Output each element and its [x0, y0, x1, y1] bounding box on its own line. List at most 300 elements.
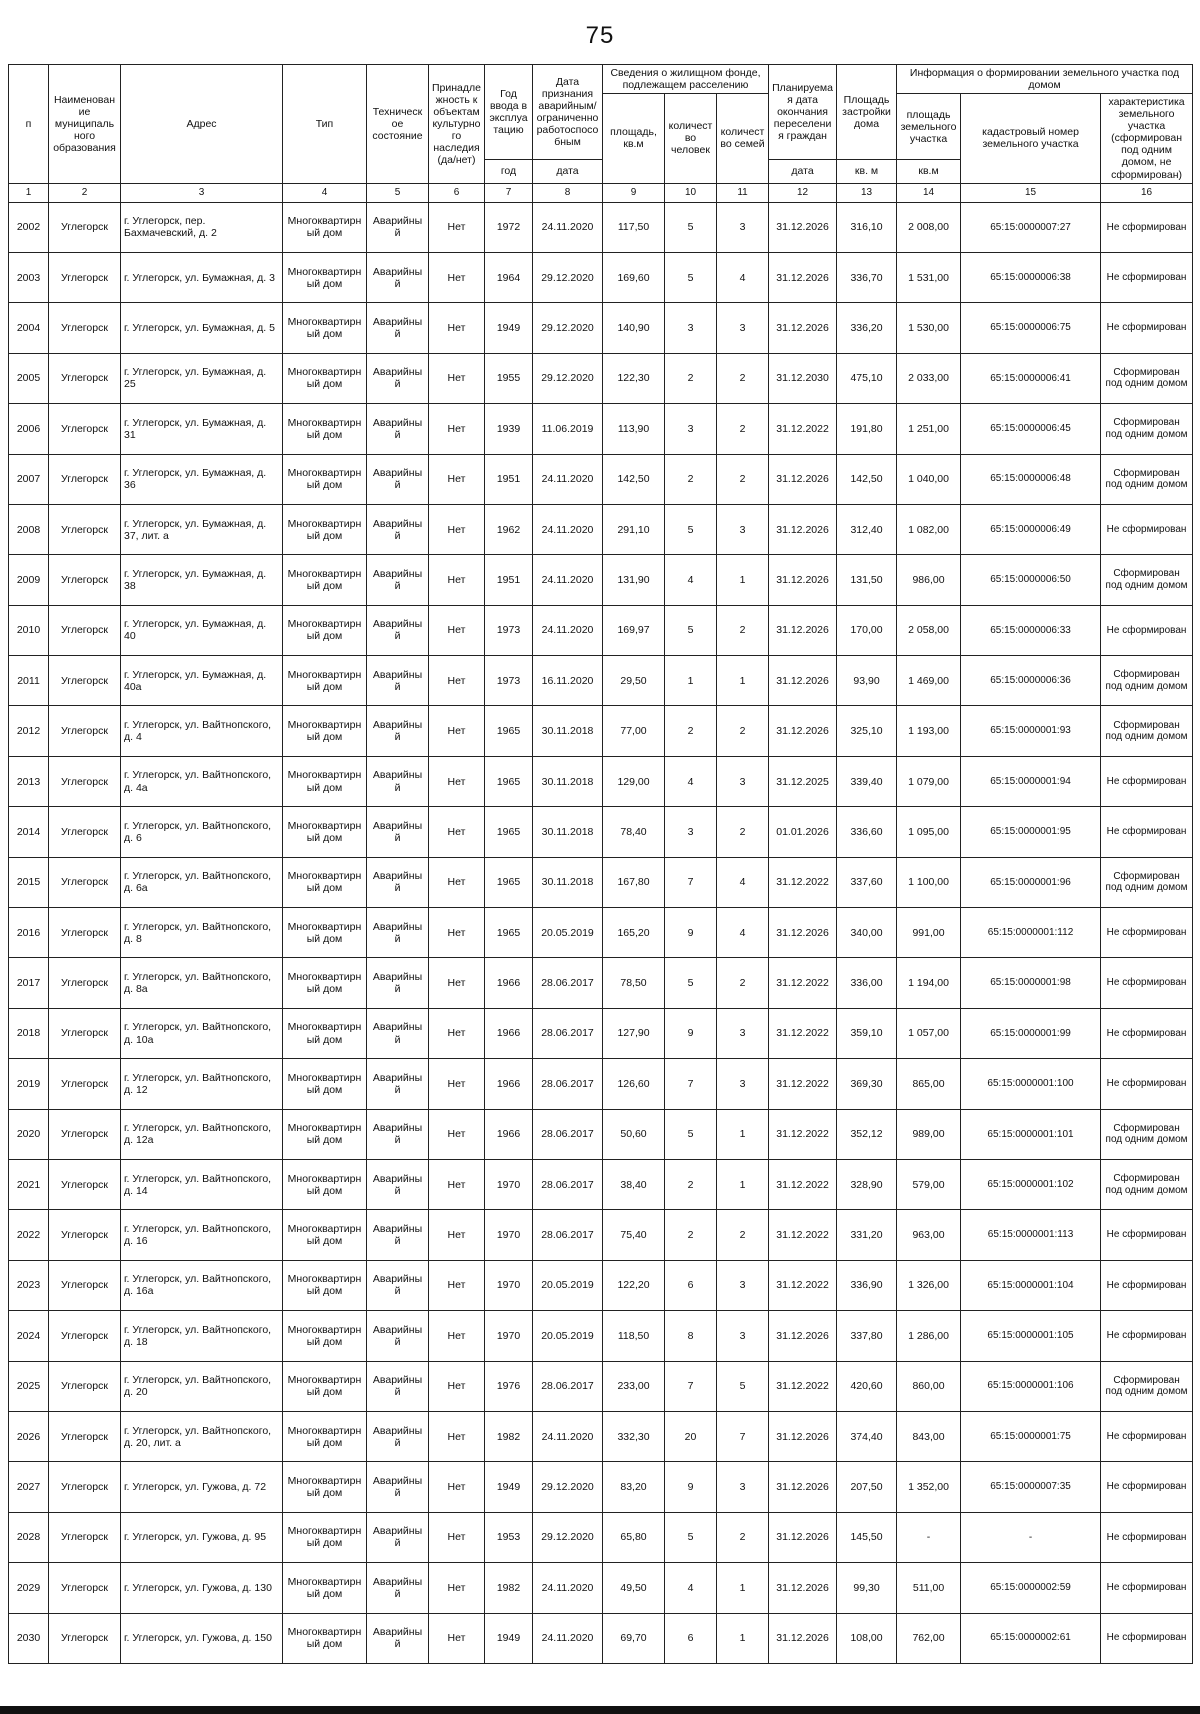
recognition-date: 24.11.2020 [533, 605, 603, 655]
cadastral-number: 65:15:0000001:104 [961, 1260, 1101, 1310]
people-count: 7 [665, 1361, 717, 1411]
families-count: 1 [717, 1109, 769, 1159]
house-footprint-area: 339,40 [837, 756, 897, 806]
families-count: 3 [717, 303, 769, 353]
address: г. Углегорск, ул. Бумажная, д. 40а [121, 656, 283, 706]
house-footprint-area: 352,12 [837, 1109, 897, 1159]
technical-condition: Аварийный [367, 1563, 429, 1613]
address: г. Углегорск, ул. Бумажная, д. 36 [121, 454, 283, 504]
plot-status: Не сформирован [1101, 1411, 1193, 1461]
planned-date: 31.12.2022 [769, 1059, 837, 1109]
header-families: количество семей [717, 94, 769, 183]
municipality: Углегорск [49, 1462, 121, 1512]
municipality: Углегорск [49, 1008, 121, 1058]
planned-date: 31.12.2026 [769, 1311, 837, 1361]
house-footprint-area: 331,20 [837, 1210, 897, 1260]
housing-area: 49,50 [603, 1563, 665, 1613]
people-count: 2 [665, 706, 717, 756]
plot-area: 1 057,00 [897, 1008, 961, 1058]
plot-status: Не сформирован [1101, 252, 1193, 302]
recognition-date: 24.11.2020 [533, 504, 603, 554]
heritage-flag: Нет [429, 756, 485, 806]
recognition-date: 28.06.2017 [533, 1109, 603, 1159]
cadastral-number: 65:15:0000001:106 [961, 1361, 1101, 1411]
recognition-date: 24.11.2020 [533, 454, 603, 504]
planned-date: 31.12.2026 [769, 504, 837, 554]
cadastral-number: 65:15:0000006:38 [961, 252, 1101, 302]
housing-area: 126,60 [603, 1059, 665, 1109]
people-count: 3 [665, 303, 717, 353]
cadastral-number: 65:15:0000006:33 [961, 605, 1101, 655]
heritage-flag: Нет [429, 857, 485, 907]
plot-status: Не сформирован [1101, 756, 1193, 806]
table-row [9, 1210, 1193, 1260]
technical-condition: Аварийный [367, 404, 429, 454]
house-footprint-area: 99,30 [837, 1563, 897, 1613]
plot-area: 1 531,00 [897, 252, 961, 302]
scan-edge-rule [0, 1706, 1200, 1714]
plot-status: Сформирован под одним домом [1101, 404, 1193, 454]
address: г. Углегорск, ул. Бумажная, д. 3 [121, 252, 283, 302]
address: г. Углегорск, ул. Бумажная, д. 38 [121, 555, 283, 605]
address: г. Углегорск, ул. Вайтнопского, д. 14 [121, 1159, 283, 1209]
technical-condition: Аварийный [367, 958, 429, 1008]
plot-status: Не сформирован [1101, 807, 1193, 857]
technical-condition: Аварийный [367, 1109, 429, 1159]
header-year-group: Год ввода в эксплуатацию [485, 65, 533, 160]
commissioning-year: 1966 [485, 1008, 533, 1058]
building-type: Многоквартирный дом [283, 1361, 367, 1411]
plot-area: 762,00 [897, 1613, 961, 1663]
housing-area: 165,20 [603, 908, 665, 958]
commissioning-year: 1964 [485, 252, 533, 302]
column-number: 14 [897, 183, 961, 202]
cadastral-number: 65:15:0000001:98 [961, 958, 1101, 1008]
header-plot-area-group: площадь земельного участка [897, 94, 961, 160]
recognition-date: 30.11.2018 [533, 706, 603, 756]
families-count: 3 [717, 1462, 769, 1512]
building-type: Многоквартирный дом [283, 1512, 367, 1562]
families-count: 3 [717, 504, 769, 554]
building-type: Многоквартирный дом [283, 605, 367, 655]
address: г. Углегорск, ул. Гужова, д. 150 [121, 1613, 283, 1663]
cadastral-number: 65:15:0000006:48 [961, 454, 1101, 504]
house-footprint-area: 93,90 [837, 656, 897, 706]
technical-condition: Аварийный [367, 1512, 429, 1562]
housing-area: 65,80 [603, 1512, 665, 1562]
cadastral-number: 65:15:0000001:96 [961, 857, 1101, 907]
table-row [9, 504, 1193, 554]
address: г. Углегорск, ул. Бумажная, д. 40 [121, 605, 283, 655]
families-count: 1 [717, 1613, 769, 1663]
municipality: Углегорск [49, 756, 121, 806]
house-footprint-area: 142,50 [837, 454, 897, 504]
heritage-flag: Нет [429, 303, 485, 353]
housing-area: 291,10 [603, 504, 665, 554]
recognition-date: 29.12.2020 [533, 252, 603, 302]
people-count: 5 [665, 252, 717, 302]
families-count: 1 [717, 1563, 769, 1613]
column-number: 12 [769, 183, 837, 202]
heritage-flag: Нет [429, 807, 485, 857]
plot-area: 2 033,00 [897, 353, 961, 403]
municipality: Углегорск [49, 1109, 121, 1159]
housing-area: 118,50 [603, 1311, 665, 1361]
plot-status: Сформирован под одним домом [1101, 353, 1193, 403]
families-count: 2 [717, 1210, 769, 1260]
planned-date: 01.01.2026 [769, 807, 837, 857]
address: г. Углегорск, ул. Вайтнопского, д. 20 [121, 1361, 283, 1411]
plot-status: Сформирован под одним домом [1101, 1361, 1193, 1411]
recognition-date: 29.12.2020 [533, 1462, 603, 1512]
column-number: 6 [429, 183, 485, 202]
families-count: 4 [717, 857, 769, 907]
address: г. Углегорск, ул. Вайтнопского, д. 4а [121, 756, 283, 806]
cadastral-number: 65:15:0000006:45 [961, 404, 1101, 454]
house-footprint-area: 328,90 [837, 1159, 897, 1209]
header-plot-area: кв.м [897, 160, 961, 183]
people-count: 5 [665, 1512, 717, 1562]
cadastral-number: 65:15:0000001:105 [961, 1311, 1101, 1361]
plot-area: 2 008,00 [897, 202, 961, 252]
technical-condition: Аварийный [367, 303, 429, 353]
municipality: Углегорск [49, 252, 121, 302]
commissioning-year: 1965 [485, 706, 533, 756]
building-type: Многоквартирный дом [283, 353, 367, 403]
header-year: год [485, 160, 533, 183]
table-body [9, 202, 1193, 1663]
table-row [9, 1462, 1193, 1512]
commissioning-year: 1965 [485, 756, 533, 806]
plot-area: 1 194,00 [897, 958, 961, 1008]
technical-condition: Аварийный [367, 353, 429, 403]
recognition-date: 29.12.2020 [533, 353, 603, 403]
planned-date: 31.12.2026 [769, 1462, 837, 1512]
planned-date: 31.12.2025 [769, 756, 837, 806]
recognition-date: 29.12.2020 [533, 303, 603, 353]
table-row [9, 1311, 1193, 1361]
technical-condition: Аварийный [367, 857, 429, 907]
recognition-date: 29.12.2020 [533, 1512, 603, 1562]
address: г. Углегорск, ул. Гужова, д. 95 [121, 1512, 283, 1562]
housing-area: 113,90 [603, 404, 665, 454]
house-footprint-area: 420,60 [837, 1361, 897, 1411]
technical-condition: Аварийный [367, 656, 429, 706]
address: г. Углегорск, пер. Бахмачевский, д. 2 [121, 202, 283, 252]
municipality: Углегорск [49, 353, 121, 403]
table-row [9, 958, 1193, 1008]
row-number: 2017 [9, 958, 49, 1008]
planned-date: 31.12.2030 [769, 353, 837, 403]
table-row [9, 555, 1193, 605]
municipality: Углегорск [49, 454, 121, 504]
commissioning-year: 1970 [485, 1159, 533, 1209]
table-row [9, 1361, 1193, 1411]
heritage-flag: Нет [429, 908, 485, 958]
recognition-date: 28.06.2017 [533, 1361, 603, 1411]
plot-status: Не сформирован [1101, 1613, 1193, 1663]
address: г. Углегорск, ул. Вайтнопского, д. 10а [121, 1008, 283, 1058]
building-type: Многоквартирный дом [283, 1109, 367, 1159]
row-number: 2002 [9, 202, 49, 252]
planned-date: 31.12.2022 [769, 1260, 837, 1310]
header-plot-status: характеристика земельного участка (сформирован под одним домом, не сформирован) [1101, 94, 1193, 183]
plot-status: Сформирован под одним домом [1101, 857, 1193, 907]
header-num: п [9, 65, 49, 184]
planned-date: 31.12.2026 [769, 706, 837, 756]
municipality: Углегорск [49, 1260, 121, 1310]
commissioning-year: 1982 [485, 1563, 533, 1613]
commissioning-year: 1976 [485, 1361, 533, 1411]
technical-condition: Аварийный [367, 1311, 429, 1361]
plot-status: Не сформирован [1101, 908, 1193, 958]
technical-condition: Аварийный [367, 1210, 429, 1260]
header-planned-date: дата [769, 160, 837, 183]
address: г. Углегорск, ул. Бумажная, д. 25 [121, 353, 283, 403]
recognition-date: 24.11.2020 [533, 1613, 603, 1663]
families-count: 4 [717, 252, 769, 302]
plot-status: Не сформирован [1101, 958, 1193, 1008]
housing-area: 167,80 [603, 857, 665, 907]
cadastral-number: 65:15:0000001:113 [961, 1210, 1101, 1260]
municipality: Углегорск [49, 857, 121, 907]
plot-area: 991,00 [897, 908, 961, 958]
plot-status: Сформирован под одним домом [1101, 656, 1193, 706]
header-house-area-group: Площадь застройки дома [837, 65, 897, 160]
municipality: Углегорск [49, 404, 121, 454]
column-number: 10 [665, 183, 717, 202]
plot-area: 1 193,00 [897, 706, 961, 756]
building-type: Многоквартирный дом [283, 1008, 367, 1058]
header-area: площадь, кв.м [603, 94, 665, 183]
families-count: 2 [717, 1512, 769, 1562]
technical-condition: Аварийный [367, 1059, 429, 1109]
column-number: 15 [961, 183, 1101, 202]
plot-area: 860,00 [897, 1361, 961, 1411]
plot-area: 989,00 [897, 1109, 961, 1159]
table-row [9, 1411, 1193, 1461]
planned-date: 31.12.2026 [769, 252, 837, 302]
housing-area: 69,70 [603, 1613, 665, 1663]
housing-area: 117,50 [603, 202, 665, 252]
recognition-date: 24.11.2020 [533, 1411, 603, 1461]
row-number: 2030 [9, 1613, 49, 1663]
families-count: 2 [717, 353, 769, 403]
address: г. Углегорск, ул. Бумажная, д. 5 [121, 303, 283, 353]
municipality: Углегорск [49, 1563, 121, 1613]
commissioning-year: 1965 [485, 807, 533, 857]
people-count: 5 [665, 958, 717, 1008]
header-people: количество человек [665, 94, 717, 183]
municipality: Углегорск [49, 706, 121, 756]
plot-area: 1 040,00 [897, 454, 961, 504]
technical-condition: Аварийный [367, 756, 429, 806]
house-footprint-area: 369,30 [837, 1059, 897, 1109]
planned-date: 31.12.2022 [769, 1210, 837, 1260]
address: г. Углегорск, ул. Бумажная, д. 37, лит. а [121, 504, 283, 554]
heritage-flag: Нет [429, 555, 485, 605]
building-type: Многоквартирный дом [283, 202, 367, 252]
table-row [9, 1109, 1193, 1159]
recognition-date: 28.06.2017 [533, 1008, 603, 1058]
technical-condition: Аварийный [367, 1613, 429, 1663]
row-number: 2022 [9, 1210, 49, 1260]
plot-area: - [897, 1512, 961, 1562]
heritage-flag: Нет [429, 1411, 485, 1461]
heritage-flag: Нет [429, 202, 485, 252]
plot-status: Не сформирован [1101, 1260, 1193, 1310]
row-number: 2029 [9, 1563, 49, 1613]
column-number: 1 [9, 183, 49, 202]
plot-area: 1 251,00 [897, 404, 961, 454]
people-count: 5 [665, 605, 717, 655]
building-type: Многоквартирный дом [283, 1411, 367, 1461]
row-number: 2028 [9, 1512, 49, 1562]
cadastral-number: 65:15:0000001:112 [961, 908, 1101, 958]
row-number: 2010 [9, 605, 49, 655]
house-footprint-area: 340,00 [837, 908, 897, 958]
plot-area: 1 100,00 [897, 857, 961, 907]
planned-date: 31.12.2026 [769, 1411, 837, 1461]
table-row [9, 454, 1193, 504]
commissioning-year: 1949 [485, 1613, 533, 1663]
people-count: 9 [665, 908, 717, 958]
municipality: Углегорск [49, 303, 121, 353]
families-count: 2 [717, 807, 769, 857]
row-number: 2026 [9, 1411, 49, 1461]
planned-date: 31.12.2026 [769, 454, 837, 504]
plot-status: Не сформирован [1101, 1059, 1193, 1109]
plot-area: 1 352,00 [897, 1462, 961, 1512]
municipality: Углегорск [49, 958, 121, 1008]
building-type: Многоквартирный дом [283, 958, 367, 1008]
commissioning-year: 1970 [485, 1210, 533, 1260]
plot-area: 511,00 [897, 1563, 961, 1613]
heritage-flag: Нет [429, 1512, 485, 1562]
cadastral-number: 65:15:0000001:93 [961, 706, 1101, 756]
table-row [9, 706, 1193, 756]
column-number: 9 [603, 183, 665, 202]
municipality: Углегорск [49, 1311, 121, 1361]
plot-area: 1 469,00 [897, 656, 961, 706]
cadastral-number: 65:15:0000006:49 [961, 504, 1101, 554]
row-number: 2018 [9, 1008, 49, 1058]
table-row [9, 908, 1193, 958]
recognition-date: 28.06.2017 [533, 1210, 603, 1260]
municipality: Углегорск [49, 202, 121, 252]
housing-area: 122,30 [603, 353, 665, 403]
address: г. Углегорск, ул. Вайтнопского, д. 12а [121, 1109, 283, 1159]
technical-condition: Аварийный [367, 706, 429, 756]
heritage-flag: Нет [429, 1361, 485, 1411]
address: г. Углегорск, ул. Вайтнопского, д. 8 [121, 908, 283, 958]
house-footprint-area: 312,40 [837, 504, 897, 554]
housing-area: 29,50 [603, 656, 665, 706]
housing-area: 169,60 [603, 252, 665, 302]
people-count: 7 [665, 1059, 717, 1109]
housing-area: 38,40 [603, 1159, 665, 1209]
house-footprint-area: 359,10 [837, 1008, 897, 1058]
recognition-date: 16.11.2020 [533, 656, 603, 706]
plot-status: Не сформирован [1101, 202, 1193, 252]
recognition-date: 24.11.2020 [533, 555, 603, 605]
heritage-flag: Нет [429, 1210, 485, 1260]
planned-date: 31.12.2026 [769, 605, 837, 655]
municipality: Углегорск [49, 908, 121, 958]
planned-date: 31.12.2022 [769, 404, 837, 454]
plot-area: 865,00 [897, 1059, 961, 1109]
building-type: Многоквартирный дом [283, 807, 367, 857]
address: г. Углегорск, ул. Вайтнопского, д. 8а [121, 958, 283, 1008]
commissioning-year: 1973 [485, 605, 533, 655]
people-count: 6 [665, 1613, 717, 1663]
building-type: Многоквартирный дом [283, 1159, 367, 1209]
people-count: 7 [665, 857, 717, 907]
plot-area: 1 530,00 [897, 303, 961, 353]
header-house-area: кв. м [837, 160, 897, 183]
house-footprint-area: 336,20 [837, 303, 897, 353]
house-footprint-area: 336,60 [837, 807, 897, 857]
heritage-flag: Нет [429, 1462, 485, 1512]
header-plot-group: Информация о формировании земельного участка под домом [897, 65, 1193, 94]
column-number: 11 [717, 183, 769, 202]
families-count: 1 [717, 555, 769, 605]
house-footprint-area: 336,00 [837, 958, 897, 1008]
building-type: Многоквартирный дом [283, 656, 367, 706]
row-number: 2027 [9, 1462, 49, 1512]
table-row [9, 807, 1193, 857]
planned-date: 31.12.2022 [769, 857, 837, 907]
municipality: Углегорск [49, 1210, 121, 1260]
housing-area: 169,97 [603, 605, 665, 655]
table-row [9, 1613, 1193, 1663]
address: г. Углегорск, ул. Вайтнопского, д. 18 [121, 1311, 283, 1361]
families-count: 4 [717, 908, 769, 958]
heritage-flag: Нет [429, 1159, 485, 1209]
table-row [9, 202, 1193, 252]
plot-area: 1 082,00 [897, 504, 961, 554]
planned-date: 31.12.2026 [769, 1613, 837, 1663]
people-count: 8 [665, 1311, 717, 1361]
cadastral-number: 65:15:0000006:41 [961, 353, 1101, 403]
housing-area: 129,00 [603, 756, 665, 806]
commissioning-year: 1982 [485, 1411, 533, 1461]
row-number: 2021 [9, 1159, 49, 1209]
table-row [9, 605, 1193, 655]
people-count: 2 [665, 1210, 717, 1260]
families-count: 1 [717, 1159, 769, 1209]
column-number: 5 [367, 183, 429, 202]
plot-status: Сформирован под одним домом [1101, 1159, 1193, 1209]
people-count: 6 [665, 1260, 717, 1310]
cadastral-number: 65:15:0000001:99 [961, 1008, 1101, 1058]
families-count: 2 [717, 404, 769, 454]
commissioning-year: 1966 [485, 1109, 533, 1159]
municipality: Углегорск [49, 555, 121, 605]
header-housing-group: Сведения о жилищном фонде, подлежащем расселению [603, 65, 769, 94]
recognition-date: 28.06.2017 [533, 958, 603, 1008]
row-number: 2016 [9, 908, 49, 958]
row-number: 2004 [9, 303, 49, 353]
commissioning-year: 1949 [485, 1462, 533, 1512]
plot-area: 579,00 [897, 1159, 961, 1209]
house-footprint-area: 374,40 [837, 1411, 897, 1461]
heritage-flag: Нет [429, 1563, 485, 1613]
address: г. Углегорск, ул. Вайтнопского, д. 20, лит. а [121, 1411, 283, 1461]
technical-condition: Аварийный [367, 454, 429, 504]
housing-area: 78,40 [603, 807, 665, 857]
address: г. Углегорск, ул. Гужова, д. 72 [121, 1462, 283, 1512]
